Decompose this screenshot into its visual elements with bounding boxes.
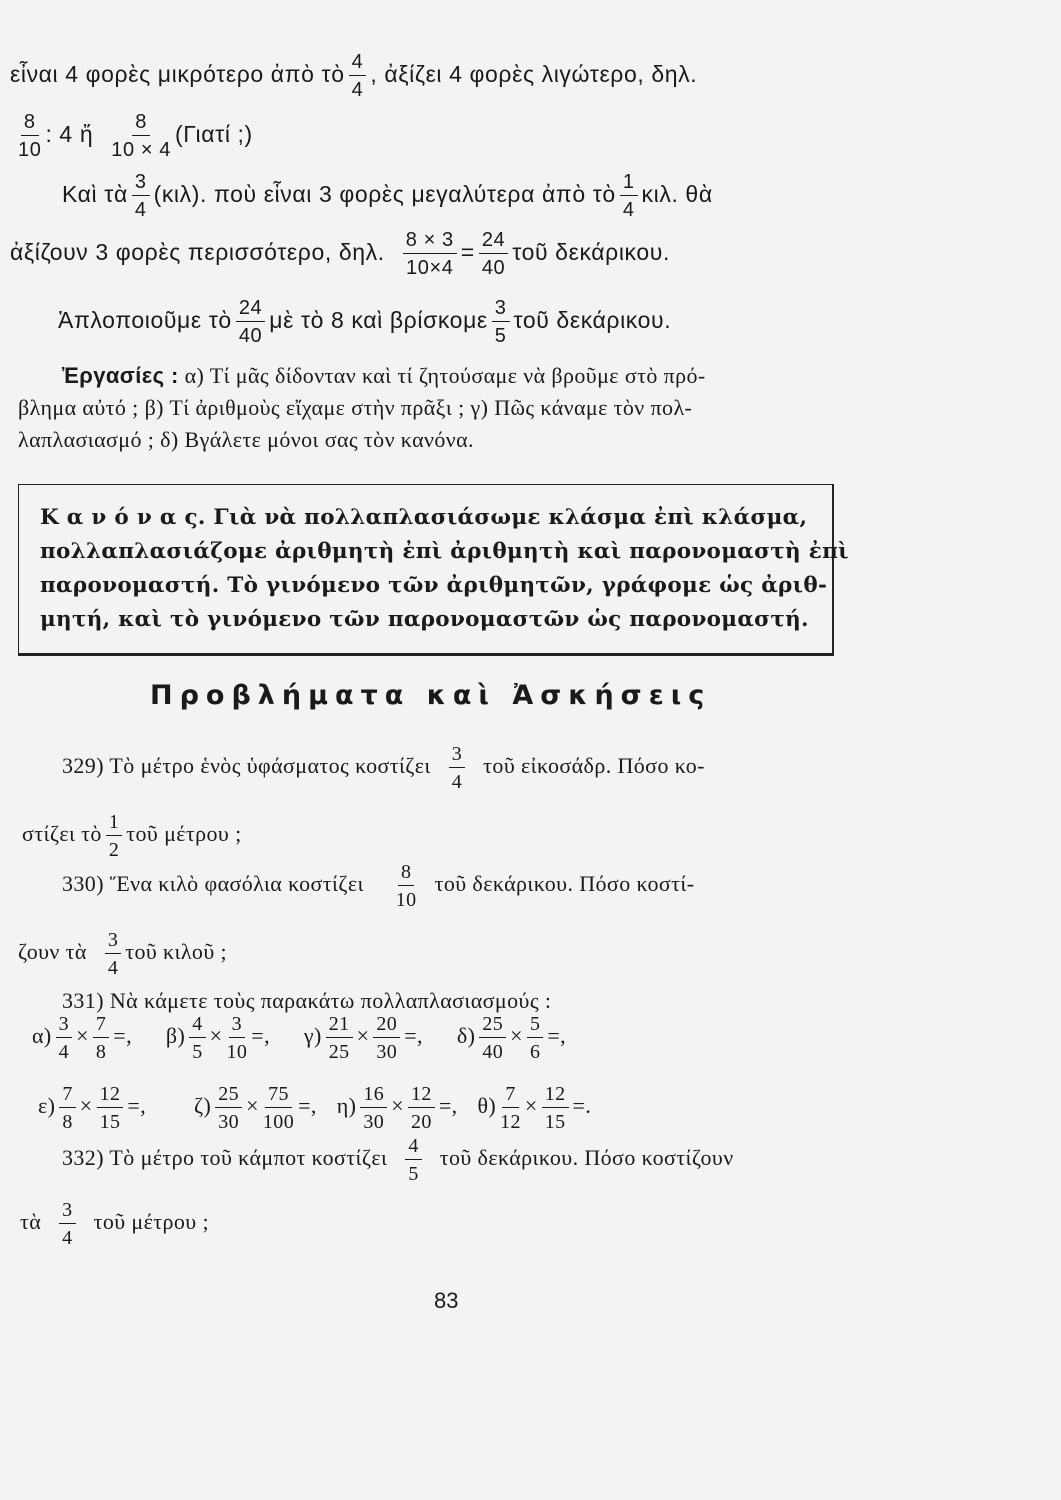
exercise-th: θ) $\frac{7}{12}$ × $\frac{12}{15}$ =. — [477, 1083, 592, 1133]
rule-line-3: παρονομαστή. Τὸ γινόμενο τῶν ἀριθμητῶν, γράφομε ὡς ἀριθ- — [40, 573, 828, 598]
tasks-label: Ἐργασίες : — [62, 363, 179, 388]
problem-332-line-2: τὰ $\frac{3}{4}$ τοῦ μέτρου ; — [20, 1199, 209, 1249]
rule-line-4: μητή, καὶ τὸ γινόμενο τῶν παρονομαστῶν ὡς παρονομαστή. — [40, 607, 809, 632]
fraction: $\frac{3}{4}$ — [105, 930, 121, 978]
fraction: $\frac{24}{40}$ — [479, 230, 508, 278]
fraction: $\frac{3}{4}$ — [59, 1200, 75, 1248]
rule-box-bottom-border — [18, 654, 834, 656]
exercise-b: β) $\frac{4}{5}$ × $\frac{3}{10}$ =, — [165, 1013, 270, 1063]
problem-329-line-1: 329) Τὸ μέτρο ἑνὸς ὑφάσματος κοστίζει $\frac{3}{4}$ τοῦ εἰκοσάδρ. Πόσο κο- — [62, 743, 705, 793]
fraction: $\frac{4}{5}$ — [405, 1136, 421, 1184]
intro-line-2: $\frac{8}{10}$ : 4 ἤ $\frac{8}{10 \times 4}$ (Γιατί ;) — [18, 111, 253, 161]
rule-box-right-border — [832, 484, 834, 654]
problem-330-line-2: ζουν τὰ $\frac{3}{4}$ τοῦ κιλοῦ ; — [18, 929, 228, 979]
fraction: $\frac{3}{4}$ — [132, 172, 150, 220]
section-heading: Προβλήματα καὶ Ἀσκήσεις — [150, 680, 712, 711]
problem-331-title: 331) Νὰ κάμετε τοὺς παρακάτω πολλαπλασιασμούς : — [62, 988, 552, 1013]
page-number: 83 — [434, 1288, 459, 1313]
fraction: $\frac{4}{4}$ — [349, 52, 367, 100]
fraction: $\frac{1}{2}$ — [106, 812, 122, 860]
tasks-line-3: λαπλασιασμό ; δ) Βγάλετε μόνοι σας τὸν κανόνα. — [18, 427, 474, 452]
problem-331-row-1 — [32, 1014, 566, 1062]
intro-line-4: ἀξίζουν 3 φορὲς περισσότερο, δηλ. $\frac{8 \times 3}{10\times 4}$ = $\frac{24}{40}$ τοῦ δεκάρικου. — [10, 229, 670, 279]
exercise-d: δ) $\frac{25}{40}$ × $\frac{5}{6}$ =, — [456, 1013, 567, 1063]
exercise-h: η) $\frac{16}{30}$ × $\frac{12}{20}$ =, — [336, 1083, 458, 1133]
fraction: $\frac{8}{10}$ — [18, 111, 42, 161]
intro-line-5: Ἁπλοποιοῦμε τὸ $\frac{24}{40}$ μὲ τὸ 8 καὶ βρίσκομε $\frac{3}{5}$ τοῦ δεκάρικου. — [58, 297, 672, 347]
fraction: $\frac{3}{4}$ — [449, 744, 465, 792]
intro-line-3: Καὶ τὰ $\frac{3}{4}$ (κιλ). ποὺ εἶναι 3 φορὲς μεγαλύτερα ἀπὸ τὸ $\frac{1}{4}$ κιλ. θὰ — [62, 171, 713, 221]
problem-332-line-1: 332) Τὸ μέτρο τοῦ κάμποτ κοστίζει $\frac{4}{5}$ τοῦ δεκάρικου. Πόσο κοστίζουν — [62, 1135, 734, 1185]
fraction: $\frac{8}{10}$ — [395, 861, 417, 911]
fraction: $\frac{3}{5}$ — [492, 298, 510, 346]
fraction: $\frac{24}{40}$ — [236, 298, 265, 346]
rule-line-1: Κ α ν ό ν α ς. Γιὰ νὰ πολλαπλασιάσωμε κλάσμα ἐπὶ κλάσμα, — [40, 505, 808, 530]
problem-330-line-1: 330) Ἕνα κιλὸ φασόλια κοστίζει $\frac{8}{10}$ τοῦ δεκάρικου. Πόσο κοστί- — [62, 861, 695, 911]
intro-line-1: εἶναι 4 φορὲς μικρότερο ἀπὸ τὸ $\frac{4}{4}$ , ἀξίζει 4 φορὲς λιγώτερο, δηλ. — [10, 51, 698, 101]
rule-line-2: πολλαπλασιάζομε ἀριθμητὴ ἐπὶ ἀριθμητὴ καὶ παρονομαστὴ ἐπὶ — [40, 539, 849, 564]
exercise-z: ζ) $\frac{25}{30}$ × $\frac{75}{100}$ =, — [194, 1083, 317, 1133]
exercise-e: ε) $\frac{7}{8}$ × $\frac{12}{15}$ =, — [38, 1083, 147, 1133]
problem-331-row-2 — [38, 1084, 591, 1132]
fraction: $\frac{1}{4}$ — [620, 172, 638, 220]
exercise-c: γ) $\frac{21}{25}$ × $\frac{20}{30}$ =, — [303, 1013, 423, 1063]
fraction: $\frac{8}{10 \times 4}$ — [111, 111, 171, 161]
fraction: $\frac{8 \times 3}{10\times 4}$ — [403, 230, 457, 278]
tasks-line-2: βλημα αὐτό ; β) Τί ἀριθμοὺς εἴχαμε στὴν πρᾶξι ; γ) Πῶς κάναμε τὸν πολ- — [18, 395, 693, 420]
tasks-line-1: Ἐργασίες : α) Τί μᾶς δίδονταν καὶ τί ζητούσαμε νὰ βροῦμε στὸ πρό- — [62, 363, 706, 388]
problem-329-line-2: στίζει τὸ $\frac{1}{2}$ τοῦ μέτρου ; — [22, 811, 242, 861]
exercise-a: α) $\frac{3}{4}$ × $\frac{7}{8}$ =, — [32, 1013, 132, 1063]
